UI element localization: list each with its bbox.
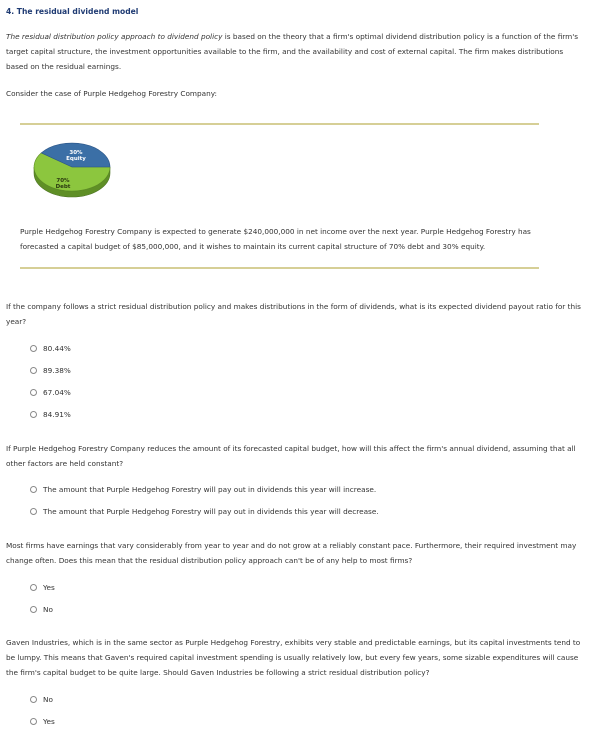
q1-option-4[interactable] bbox=[30, 407, 71, 421]
q1-option-3-label: 67.04% bbox=[43, 387, 71, 397]
question-title: 4. The residual dividend model bbox=[6, 7, 139, 16]
q4-option-2-label: Yes bbox=[43, 716, 55, 726]
q1-option-1-label: 80.44% bbox=[43, 343, 71, 353]
radio-button[interactable] bbox=[30, 508, 37, 515]
intro-text: is based on the theory that a firm's optimal dividend distribution policy is a function of the firm's target capital structure, the investment opportunities available to the firm, and the availability and cost of external capital. The firm makes distributions based on the residual earnings. bbox=[6, 32, 579, 71]
radio-button[interactable] bbox=[30, 696, 37, 703]
intro-italic-term: The residual distribution policy approach to dividend policy bbox=[6, 32, 223, 41]
q1-option-4-label: 84.91% bbox=[43, 409, 71, 419]
intro-paragraph bbox=[6, 29, 586, 74]
q3-option-2[interactable] bbox=[30, 602, 53, 616]
top-divider bbox=[20, 123, 539, 125]
radio-button[interactable] bbox=[30, 345, 37, 352]
pie-equity-pct: 30% bbox=[69, 150, 83, 156]
q1-option-3[interactable] bbox=[30, 385, 71, 399]
q1-text: If the company follows a strict residual distribution policy and makes distributions in the form of dividends, what is its expected dividend payout ratio for this year? bbox=[6, 302, 581, 326]
bottom-divider bbox=[20, 267, 539, 269]
pie-debt-pct: 70% bbox=[56, 178, 70, 184]
radio-button[interactable] bbox=[30, 584, 37, 591]
q3-text: Most firms have earnings that vary considerably from year to year and do not grow at a reliably constant pace. Furthermore, their required investment may change often. Does this mean that the residual distribution policy approach can't be of any help to most firms? bbox=[6, 541, 577, 565]
scenario-text: Purple Hedgehog Forestry Company is expected to generate $240,000,000 in net income over the next year. Purple Hedgehog Forestry has forecasted a capital budget of $85,000,000, and it wishes to maintain its current capital structure of 70% debt and 30% equity. bbox=[20, 227, 531, 251]
q4-option-2[interactable] bbox=[30, 714, 55, 728]
q2-option-2[interactable] bbox=[30, 504, 379, 518]
q2-text: If Purple Hedgehog Forestry Company reduces the amount of its forecasted capital budget, how will this affect the firm's annual dividend, assuming that all other factors are held constant? bbox=[6, 444, 576, 468]
q4-text: Gaven Industries, which is in the same sector as Purple Hedgehog Forestry, exhibits very stable and predictable earnings, but its capital investments tend to be lumpy. This means that Gaven's required capital investment spending is usually relatively low, but every few years, some sizable expenditures will cause the firm's capital budget to be quite large. Should Gaven Industries be following a strict residual distribution policy? bbox=[6, 638, 581, 677]
q1-option-1[interactable] bbox=[30, 341, 71, 355]
q4-option-1[interactable] bbox=[30, 692, 53, 706]
q2-option-1-label: The amount that Purple Hedgehog Forestry will pay out in dividends this year will increase. bbox=[43, 484, 377, 494]
q1-option-2-label: 89.38% bbox=[43, 365, 71, 375]
capital-structure-pie-chart bbox=[30, 140, 114, 200]
q3-option-1-label: Yes bbox=[43, 582, 55, 592]
q3-option-1[interactable] bbox=[30, 580, 55, 594]
radio-button[interactable] bbox=[30, 718, 37, 725]
pie-debt-label: Debt bbox=[55, 184, 71, 190]
consider-text: Consider the case of Purple Hedgehog Forestry Company: bbox=[6, 89, 217, 98]
radio-button[interactable] bbox=[30, 367, 37, 374]
q2-option-2-label: The amount that Purple Hedgehog Forestry will pay out in dividends this year will decrease. bbox=[43, 506, 379, 516]
q4-option-1-label: No bbox=[43, 694, 53, 704]
q1-option-2[interactable] bbox=[30, 363, 71, 377]
radio-button[interactable] bbox=[30, 411, 37, 418]
q2-option-1[interactable] bbox=[30, 482, 376, 496]
radio-button[interactable] bbox=[30, 389, 37, 396]
radio-button[interactable] bbox=[30, 486, 37, 493]
pie-equity-label: Equity bbox=[66, 156, 86, 162]
q3-option-2-label: No bbox=[43, 604, 53, 614]
radio-button[interactable] bbox=[30, 606, 37, 613]
